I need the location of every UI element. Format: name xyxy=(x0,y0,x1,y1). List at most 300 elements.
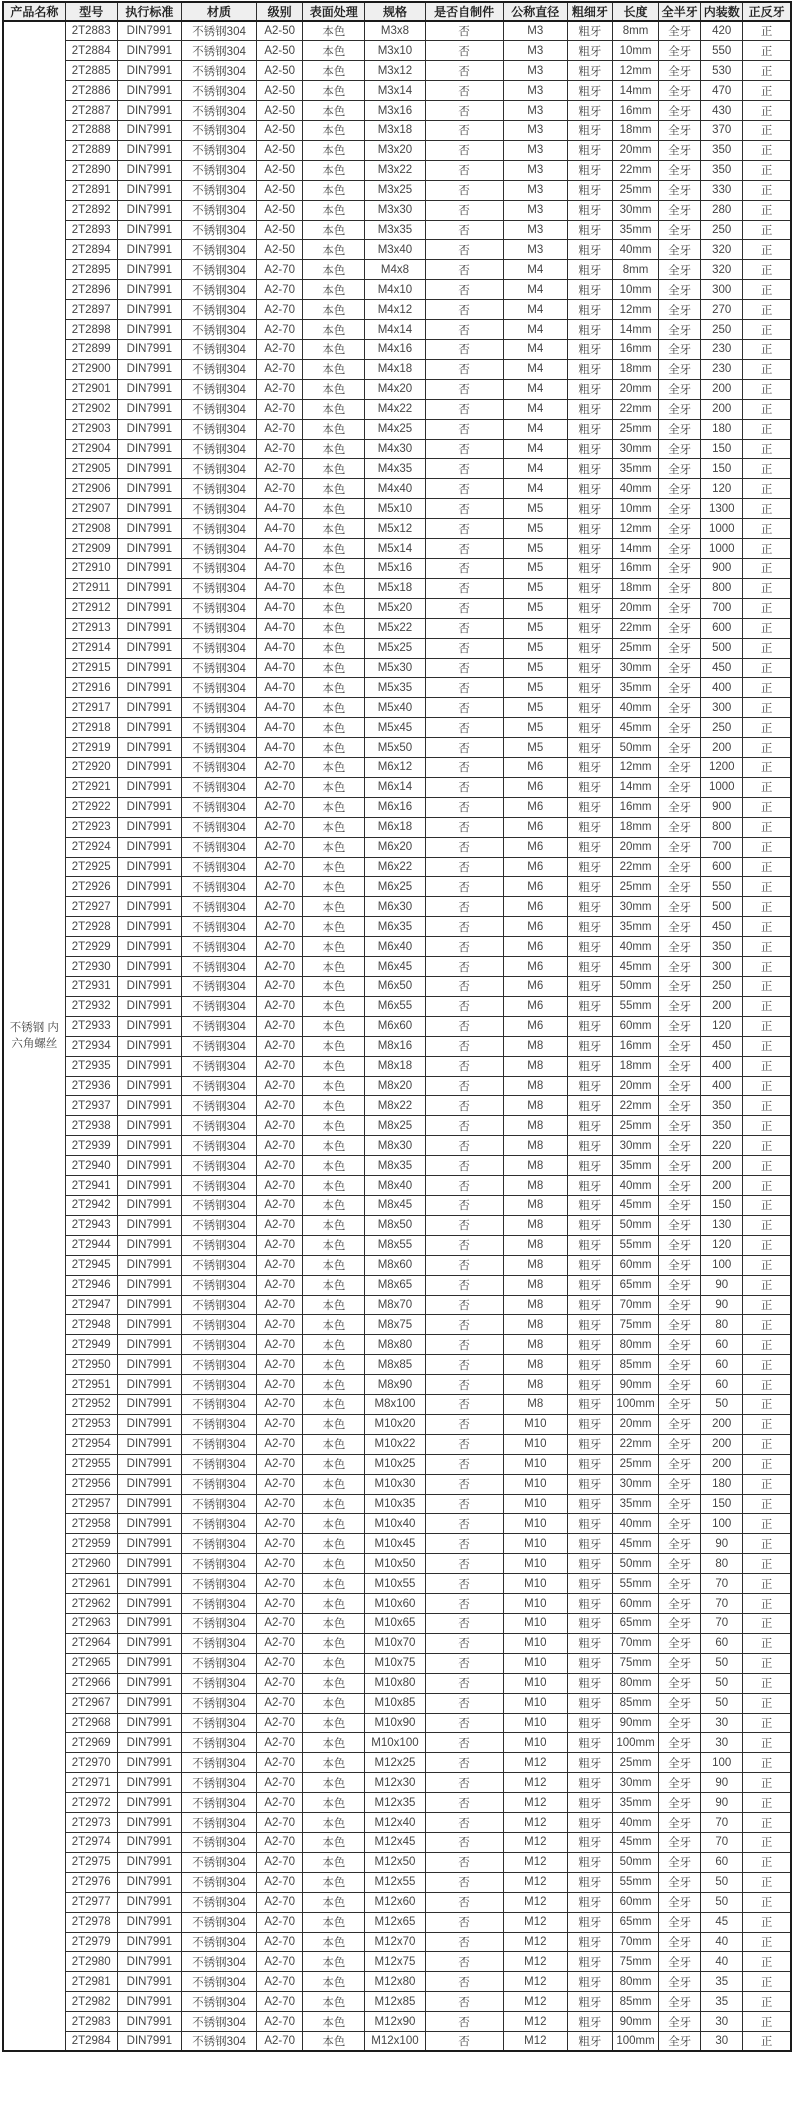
cell-thread-coverage: 全牙 xyxy=(659,2032,701,2052)
cell-thread-coverage: 全牙 xyxy=(659,379,701,399)
table-row xyxy=(3,578,791,598)
cell-spec: M8x100 xyxy=(365,1395,425,1415)
table-row xyxy=(3,419,791,439)
cell-selfmade: 否 xyxy=(425,280,503,300)
cell-grade: A2-70 xyxy=(257,1633,303,1653)
cell-selfmade: 否 xyxy=(425,1235,503,1255)
cell-thread-direction: 正 xyxy=(743,260,791,280)
cell-thread-pitch: 粗牙 xyxy=(567,1594,612,1614)
cell-thread-coverage: 全牙 xyxy=(659,519,701,539)
cell-selfmade: 否 xyxy=(425,1713,503,1733)
cell-thread-direction: 正 xyxy=(743,1056,791,1076)
cell-material: 不锈钢304 xyxy=(181,1813,256,1833)
cell-length: 14mm xyxy=(612,777,658,797)
cell-length: 100mm xyxy=(612,2032,658,2052)
cell-thread-direction: 正 xyxy=(743,1832,791,1852)
cell-material: 不锈钢304 xyxy=(181,200,256,220)
cell-thread-coverage: 全牙 xyxy=(659,1773,701,1793)
cell-selfmade: 否 xyxy=(425,220,503,240)
cell-spec: M6x25 xyxy=(365,877,425,897)
cell-thread-coverage: 全牙 xyxy=(659,160,701,180)
cell-length: 16mm xyxy=(612,101,658,121)
cell-selfmade: 否 xyxy=(425,1653,503,1673)
cell-model: 2T2915 xyxy=(65,658,117,678)
cell-thread-coverage: 全牙 xyxy=(659,479,701,499)
cell-grade: A4-70 xyxy=(257,638,303,658)
cell-standard: DIN7991 xyxy=(117,359,181,379)
cell-spec: M10x65 xyxy=(365,1614,425,1634)
cell-thread-pitch: 粗牙 xyxy=(567,1932,612,1952)
cell-model: 2T2977 xyxy=(65,1892,117,1912)
cell-grade: A2-70 xyxy=(257,1195,303,1215)
cell-model: 2T2910 xyxy=(65,558,117,578)
cell-thread-pitch: 粗牙 xyxy=(567,618,612,638)
cell-grade: A2-70 xyxy=(257,1176,303,1196)
cell-thread-direction: 正 xyxy=(743,1355,791,1375)
cell-surface: 本色 xyxy=(303,797,365,817)
cell-grade: A2-70 xyxy=(257,1375,303,1395)
cell-thread-direction: 正 xyxy=(743,1375,791,1395)
cell-diameter: M5 xyxy=(503,638,567,658)
cell-model: 2T2924 xyxy=(65,837,117,857)
cell-standard: DIN7991 xyxy=(117,539,181,559)
cell-grade: A2-70 xyxy=(257,1693,303,1713)
cell-length: 75mm xyxy=(612,1315,658,1335)
cell-selfmade: 否 xyxy=(425,300,503,320)
cell-pack-qty: 35 xyxy=(701,1972,743,1992)
cell-selfmade: 否 xyxy=(425,1096,503,1116)
cell-material: 不锈钢304 xyxy=(181,280,256,300)
cell-model: 2T2901 xyxy=(65,379,117,399)
cell-spec: M6x45 xyxy=(365,957,425,977)
cell-model: 2T2952 xyxy=(65,1395,117,1415)
cell-diameter: M6 xyxy=(503,917,567,937)
cell-thread-pitch: 粗牙 xyxy=(567,459,612,479)
cell-thread-coverage: 全牙 xyxy=(659,1992,701,2012)
cell-selfmade: 否 xyxy=(425,1255,503,1275)
cell-standard: DIN7991 xyxy=(117,1036,181,1056)
cell-thread-coverage: 全牙 xyxy=(659,1952,701,1972)
cell-thread-coverage: 全牙 xyxy=(659,1454,701,1474)
col-header-thread-coverage: 全半牙 xyxy=(659,2,701,21)
cell-spec: M12x55 xyxy=(365,1872,425,1892)
cell-thread-pitch: 粗牙 xyxy=(567,1056,612,1076)
cell-pack-qty: 60 xyxy=(701,1375,743,1395)
cell-thread-coverage: 全牙 xyxy=(659,61,701,81)
cell-spec: M10x100 xyxy=(365,1733,425,1753)
cell-diameter: M6 xyxy=(503,957,567,977)
cell-diameter: M3 xyxy=(503,41,567,61)
cell-length: 35mm xyxy=(612,220,658,240)
cell-spec: M8x16 xyxy=(365,1036,425,1056)
cell-standard: DIN7991 xyxy=(117,21,181,41)
cell-length: 90mm xyxy=(612,2012,658,2032)
cell-grade: A2-50 xyxy=(257,160,303,180)
cell-thread-coverage: 全牙 xyxy=(659,678,701,698)
cell-length: 65mm xyxy=(612,1614,658,1634)
cell-grade: A2-50 xyxy=(257,180,303,200)
cell-model: 2T2889 xyxy=(65,140,117,160)
cell-standard: DIN7991 xyxy=(117,2032,181,2052)
cell-pack-qty: 800 xyxy=(701,817,743,837)
cell-thread-direction: 正 xyxy=(743,1136,791,1156)
cell-material: 不锈钢304 xyxy=(181,618,256,638)
cell-thread-direction: 正 xyxy=(743,1614,791,1634)
cell-length: 22mm xyxy=(612,399,658,419)
cell-spec: M4x18 xyxy=(365,359,425,379)
cell-length: 10mm xyxy=(612,499,658,519)
cell-spec: M5x16 xyxy=(365,558,425,578)
cell-thread-pitch: 粗牙 xyxy=(567,1773,612,1793)
cell-model: 2T2920 xyxy=(65,758,117,778)
cell-standard: DIN7991 xyxy=(117,41,181,61)
cell-material: 不锈钢304 xyxy=(181,1176,256,1196)
table-row xyxy=(3,41,791,61)
cell-model: 2T2930 xyxy=(65,957,117,977)
cell-model: 2T2885 xyxy=(65,61,117,81)
cell-spec: M6x55 xyxy=(365,996,425,1016)
cell-diameter: M3 xyxy=(503,140,567,160)
cell-selfmade: 否 xyxy=(425,1215,503,1235)
cell-spec: M5x25 xyxy=(365,638,425,658)
cell-surface: 本色 xyxy=(303,897,365,917)
cell-selfmade: 否 xyxy=(425,1534,503,1554)
cell-thread-direction: 正 xyxy=(743,1554,791,1574)
cell-grade: A2-70 xyxy=(257,1474,303,1494)
cell-material: 不锈钢304 xyxy=(181,1255,256,1275)
cell-spec: M10x35 xyxy=(365,1494,425,1514)
cell-grade: A2-50 xyxy=(257,21,303,41)
cell-pack-qty: 550 xyxy=(701,41,743,61)
cell-selfmade: 否 xyxy=(425,1753,503,1773)
cell-thread-pitch: 粗牙 xyxy=(567,1892,612,1912)
cell-selfmade: 否 xyxy=(425,1912,503,1932)
cell-spec: M8x20 xyxy=(365,1076,425,1096)
cell-surface: 本色 xyxy=(303,1215,365,1235)
cell-length: 35mm xyxy=(612,459,658,479)
cell-surface: 本色 xyxy=(303,1892,365,1912)
cell-surface: 本色 xyxy=(303,1434,365,1454)
cell-thread-coverage: 全牙 xyxy=(659,439,701,459)
cell-pack-qty: 80 xyxy=(701,1554,743,1574)
cell-material: 不锈钢304 xyxy=(181,240,256,260)
cell-length: 45mm xyxy=(612,718,658,738)
cell-spec: M8x35 xyxy=(365,1156,425,1176)
cell-spec: M4x12 xyxy=(365,300,425,320)
cell-diameter: M8 xyxy=(503,1395,567,1415)
cell-grade: A2-70 xyxy=(257,320,303,340)
cell-thread-pitch: 粗牙 xyxy=(567,1514,612,1534)
cell-grade: A2-70 xyxy=(257,1096,303,1116)
cell-pack-qty: 1000 xyxy=(701,519,743,539)
cell-pack-qty: 330 xyxy=(701,180,743,200)
cell-spec: M8x80 xyxy=(365,1335,425,1355)
cell-thread-pitch: 粗牙 xyxy=(567,519,612,539)
cell-model: 2T2940 xyxy=(65,1156,117,1176)
cell-spec: M12x65 xyxy=(365,1912,425,1932)
cell-material: 不锈钢304 xyxy=(181,379,256,399)
cell-thread-direction: 正 xyxy=(743,1852,791,1872)
cell-grade: A2-70 xyxy=(257,439,303,459)
cell-grade: A2-70 xyxy=(257,2012,303,2032)
cell-thread-pitch: 粗牙 xyxy=(567,678,612,698)
cell-pack-qty: 900 xyxy=(701,797,743,817)
cell-surface: 本色 xyxy=(303,996,365,1016)
cell-thread-coverage: 全牙 xyxy=(659,121,701,141)
cell-pack-qty: 30 xyxy=(701,1733,743,1753)
cell-spec: M10x20 xyxy=(365,1414,425,1434)
table-row xyxy=(3,1733,791,1753)
cell-grade: A2-70 xyxy=(257,1056,303,1076)
cell-diameter: M12 xyxy=(503,1932,567,1952)
cell-material: 不锈钢304 xyxy=(181,957,256,977)
cell-thread-pitch: 粗牙 xyxy=(567,439,612,459)
cell-spec: M12x25 xyxy=(365,1753,425,1773)
cell-spec: M3x16 xyxy=(365,101,425,121)
cell-standard: DIN7991 xyxy=(117,1594,181,1614)
cell-thread-direction: 正 xyxy=(743,1753,791,1773)
cell-thread-coverage: 全牙 xyxy=(659,1494,701,1514)
cell-diameter: M12 xyxy=(503,1892,567,1912)
cell-surface: 本色 xyxy=(303,1832,365,1852)
cell-length: 55mm xyxy=(612,1574,658,1594)
cell-diameter: M5 xyxy=(503,499,567,519)
cell-selfmade: 否 xyxy=(425,101,503,121)
cell-material: 不锈钢304 xyxy=(181,399,256,419)
col-header-length: 长度 xyxy=(612,2,658,21)
cell-thread-pitch: 粗牙 xyxy=(567,220,612,240)
cell-spec: M8x45 xyxy=(365,1195,425,1215)
col-header-grade: 级别 xyxy=(257,2,303,21)
cell-thread-pitch: 粗牙 xyxy=(567,1793,612,1813)
cell-standard: DIN7991 xyxy=(117,1872,181,1892)
cell-length: 22mm xyxy=(612,618,658,638)
cell-material: 不锈钢304 xyxy=(181,1315,256,1335)
cell-length: 55mm xyxy=(612,996,658,1016)
cell-thread-pitch: 粗牙 xyxy=(567,1454,612,1474)
cell-thread-coverage: 全牙 xyxy=(659,1753,701,1773)
cell-length: 16mm xyxy=(612,340,658,360)
cell-spec: M5x10 xyxy=(365,499,425,519)
cell-standard: DIN7991 xyxy=(117,1534,181,1554)
cell-model: 2T2979 xyxy=(65,1932,117,1952)
table-row xyxy=(3,81,791,101)
cell-thread-coverage: 全牙 xyxy=(659,499,701,519)
cell-thread-coverage: 全牙 xyxy=(659,1474,701,1494)
cell-surface: 本色 xyxy=(303,1235,365,1255)
cell-thread-direction: 正 xyxy=(743,359,791,379)
cell-model: 2T2956 xyxy=(65,1474,117,1494)
cell-length: 25mm xyxy=(612,1116,658,1136)
cell-diameter: M8 xyxy=(503,1176,567,1196)
cell-diameter: M5 xyxy=(503,519,567,539)
cell-diameter: M4 xyxy=(503,399,567,419)
cell-diameter: M4 xyxy=(503,419,567,439)
cell-length: 35mm xyxy=(612,917,658,937)
cell-grade: A2-70 xyxy=(257,419,303,439)
table-row xyxy=(3,220,791,240)
cell-grade: A4-70 xyxy=(257,718,303,738)
cell-model: 2T2964 xyxy=(65,1633,117,1653)
cell-diameter: M5 xyxy=(503,578,567,598)
cell-thread-direction: 正 xyxy=(743,797,791,817)
cell-selfmade: 否 xyxy=(425,1275,503,1295)
table-row xyxy=(3,200,791,220)
cell-spec: M6x18 xyxy=(365,817,425,837)
col-header-thread-direction: 正反牙 xyxy=(743,2,791,21)
cell-model: 2T2941 xyxy=(65,1176,117,1196)
cell-model: 2T2927 xyxy=(65,897,117,917)
cell-grade: A2-70 xyxy=(257,1972,303,1992)
table-row xyxy=(3,658,791,678)
cell-thread-direction: 正 xyxy=(743,658,791,678)
table-row xyxy=(3,1335,791,1355)
table-row xyxy=(3,1195,791,1215)
cell-diameter: M12 xyxy=(503,1852,567,1872)
cell-material: 不锈钢304 xyxy=(181,977,256,997)
cell-material: 不锈钢304 xyxy=(181,638,256,658)
cell-thread-direction: 正 xyxy=(743,558,791,578)
table-row xyxy=(3,1275,791,1295)
cell-surface: 本色 xyxy=(303,200,365,220)
cell-material: 不锈钢304 xyxy=(181,1633,256,1653)
cell-selfmade: 否 xyxy=(425,1514,503,1534)
cell-selfmade: 否 xyxy=(425,558,503,578)
cell-model: 2T2963 xyxy=(65,1614,117,1634)
cell-thread-pitch: 粗牙 xyxy=(567,180,612,200)
cell-grade: A2-70 xyxy=(257,1713,303,1733)
cell-model: 2T2976 xyxy=(65,1872,117,1892)
cell-diameter: M10 xyxy=(503,1594,567,1614)
cell-diameter: M10 xyxy=(503,1454,567,1474)
cell-material: 不锈钢304 xyxy=(181,1614,256,1634)
cell-selfmade: 否 xyxy=(425,81,503,101)
cell-thread-coverage: 全牙 xyxy=(659,1056,701,1076)
cell-thread-pitch: 粗牙 xyxy=(567,578,612,598)
cell-standard: DIN7991 xyxy=(117,598,181,618)
cell-surface: 本色 xyxy=(303,180,365,200)
cell-material: 不锈钢304 xyxy=(181,1414,256,1434)
cell-surface: 本色 xyxy=(303,837,365,857)
cell-thread-pitch: 粗牙 xyxy=(567,419,612,439)
table-row xyxy=(3,1494,791,1514)
cell-spec: M5x14 xyxy=(365,539,425,559)
cell-pack-qty: 300 xyxy=(701,698,743,718)
cell-pack-qty: 900 xyxy=(701,558,743,578)
cell-diameter: M8 xyxy=(503,1116,567,1136)
cell-thread-coverage: 全牙 xyxy=(659,140,701,160)
table-row xyxy=(3,1574,791,1594)
cell-material: 不锈钢304 xyxy=(181,1534,256,1554)
col-header-spec: 规格 xyxy=(365,2,425,21)
cell-selfmade: 否 xyxy=(425,1414,503,1434)
cell-model: 2T2948 xyxy=(65,1315,117,1335)
cell-spec: M8x85 xyxy=(365,1355,425,1375)
cell-selfmade: 否 xyxy=(425,797,503,817)
cell-grade: A4-70 xyxy=(257,578,303,598)
cell-thread-pitch: 粗牙 xyxy=(567,1036,612,1056)
cell-spec: M8x65 xyxy=(365,1275,425,1295)
cell-grade: A2-70 xyxy=(257,1395,303,1415)
table-row xyxy=(3,121,791,141)
cell-spec: M5x50 xyxy=(365,738,425,758)
cell-diameter: M10 xyxy=(503,1693,567,1713)
cell-selfmade: 否 xyxy=(425,419,503,439)
cell-material: 不锈钢304 xyxy=(181,260,256,280)
cell-thread-direction: 正 xyxy=(743,1992,791,2012)
cell-thread-pitch: 粗牙 xyxy=(567,1355,612,1375)
cell-thread-coverage: 全牙 xyxy=(659,1375,701,1395)
cell-selfmade: 否 xyxy=(425,1773,503,1793)
cell-material: 不锈钢304 xyxy=(181,1912,256,1932)
cell-thread-direction: 正 xyxy=(743,41,791,61)
col-header-selfmade: 是否自制件 xyxy=(425,2,503,21)
cell-spec: M3x35 xyxy=(365,220,425,240)
cell-length: 30mm xyxy=(612,1773,658,1793)
cell-length: 25mm xyxy=(612,180,658,200)
table-row xyxy=(3,379,791,399)
cell-thread-coverage: 全牙 xyxy=(659,1892,701,1912)
cell-model: 2T2883 xyxy=(65,21,117,41)
cell-standard: DIN7991 xyxy=(117,519,181,539)
cell-material: 不锈钢304 xyxy=(181,519,256,539)
cell-standard: DIN7991 xyxy=(117,977,181,997)
cell-model: 2T2945 xyxy=(65,1255,117,1275)
cell-diameter: M12 xyxy=(503,1773,567,1793)
cell-surface: 本色 xyxy=(303,1653,365,1673)
cell-pack-qty: 230 xyxy=(701,340,743,360)
cell-material: 不锈钢304 xyxy=(181,1275,256,1295)
cell-selfmade: 否 xyxy=(425,1036,503,1056)
table-row xyxy=(3,1972,791,1992)
cell-thread-pitch: 粗牙 xyxy=(567,499,612,519)
cell-spec: M5x40 xyxy=(365,698,425,718)
cell-spec: M12x85 xyxy=(365,1992,425,2012)
cell-diameter: M3 xyxy=(503,81,567,101)
cell-material: 不锈钢304 xyxy=(181,1494,256,1514)
cell-model: 2T2914 xyxy=(65,638,117,658)
cell-thread-pitch: 粗牙 xyxy=(567,1335,612,1355)
cell-material: 不锈钢304 xyxy=(181,2032,256,2052)
cell-pack-qty: 120 xyxy=(701,1016,743,1036)
cell-thread-direction: 正 xyxy=(743,1932,791,1952)
cell-material: 不锈钢304 xyxy=(181,578,256,598)
cell-thread-direction: 正 xyxy=(743,1872,791,1892)
cell-thread-pitch: 粗牙 xyxy=(567,857,612,877)
cell-thread-coverage: 全牙 xyxy=(659,340,701,360)
cell-selfmade: 否 xyxy=(425,777,503,797)
cell-grade: A2-70 xyxy=(257,1614,303,1634)
cell-length: 45mm xyxy=(612,1534,658,1554)
table-row xyxy=(3,777,791,797)
cell-length: 22mm xyxy=(612,160,658,180)
table-row xyxy=(3,1753,791,1773)
cell-selfmade: 否 xyxy=(425,1395,503,1415)
cell-material: 不锈钢304 xyxy=(181,1574,256,1594)
cell-standard: DIN7991 xyxy=(117,1673,181,1693)
cell-length: 18mm xyxy=(612,578,658,598)
cell-spec: M8x70 xyxy=(365,1295,425,1315)
cell-thread-pitch: 粗牙 xyxy=(567,399,612,419)
table-row xyxy=(3,1375,791,1395)
table-row xyxy=(3,1176,791,1196)
cell-diameter: M8 xyxy=(503,1255,567,1275)
cell-spec: M12x100 xyxy=(365,2032,425,2052)
cell-model: 2T2961 xyxy=(65,1574,117,1594)
cell-model: 2T2959 xyxy=(65,1534,117,1554)
cell-surface: 本色 xyxy=(303,101,365,121)
cell-thread-pitch: 粗牙 xyxy=(567,1813,612,1833)
